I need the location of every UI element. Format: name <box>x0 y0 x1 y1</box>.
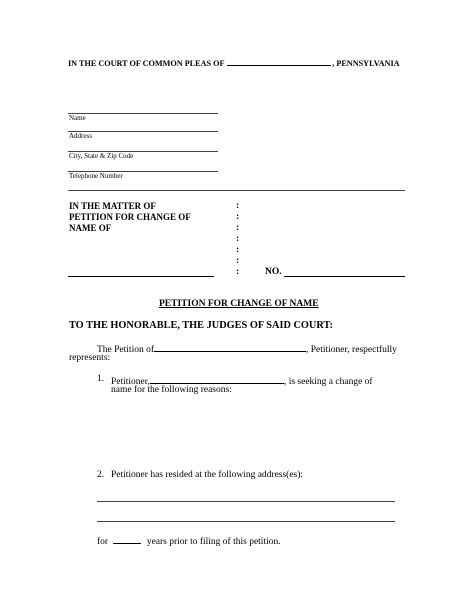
caption-colon: : <box>236 267 240 277</box>
years-blank[interactable] <box>113 534 141 544</box>
address-history-line-1[interactable] <box>97 501 395 502</box>
caption-colon: : <box>236 256 240 266</box>
caption-colon: : <box>236 223 240 233</box>
address-label: Address <box>69 132 92 140</box>
caption-colon: : <box>236 201 240 211</box>
docket-no-line[interactable] <box>284 276 405 277</box>
item-2-number: 2. <box>97 470 105 480</box>
item-1-suffix: , is seeking a change of <box>283 377 373 387</box>
matter-line-3: NAME OF <box>69 223 112 233</box>
intro-suffix: , Petitioner, respectfully <box>306 345 397 355</box>
name-label: Name <box>69 114 86 122</box>
county-blank[interactable] <box>227 56 331 66</box>
item-1-name-blank[interactable] <box>150 374 284 384</box>
phone-label: Telephone Number <box>69 172 123 180</box>
name-line[interactable] <box>68 113 218 114</box>
matter-line-2: PETITION FOR CHANGE OF <box>69 212 191 222</box>
item-1-number: 1. <box>97 374 105 384</box>
intro-prefix: The Petition of <box>97 345 154 355</box>
residence-suffix: years prior to filing of this petition. <box>146 537 281 547</box>
separator-line <box>68 190 405 191</box>
court-suffix: , PENNSYLVANIA <box>332 59 400 68</box>
caption-colon: : <box>236 234 240 244</box>
intro-line-1 <box>97 342 397 355</box>
salutation: TO THE HONORABLE, THE JUDGES OF SAID COURT: <box>69 320 333 331</box>
docket-no-label: NO. <box>265 267 282 277</box>
court-prefix: IN THE COURT OF COMMON PLEAS OF <box>68 59 225 68</box>
item-1-prefix: Petitioner, <box>111 377 150 387</box>
item-1-line-2: name for the following reasons: <box>111 385 232 395</box>
court-header <box>68 56 400 68</box>
petitioner-name-blank[interactable] <box>154 342 306 352</box>
address-history-line-2[interactable] <box>97 521 395 522</box>
intro-line-2: represents: <box>69 353 111 363</box>
city-label: City, State & Zip Code <box>69 152 134 160</box>
caption-colon: : <box>236 245 240 255</box>
residence-prefix: for <box>97 537 109 547</box>
matter-name-line[interactable] <box>68 276 214 277</box>
caption-colon: : <box>236 212 240 222</box>
matter-line-1: IN THE MATTER OF <box>69 201 156 211</box>
item-2-text: Petitioner has resided at the following address(es): <box>111 470 304 480</box>
residence-line <box>97 534 281 547</box>
document-title: PETITION FOR CHANGE OF NAME <box>159 299 319 309</box>
